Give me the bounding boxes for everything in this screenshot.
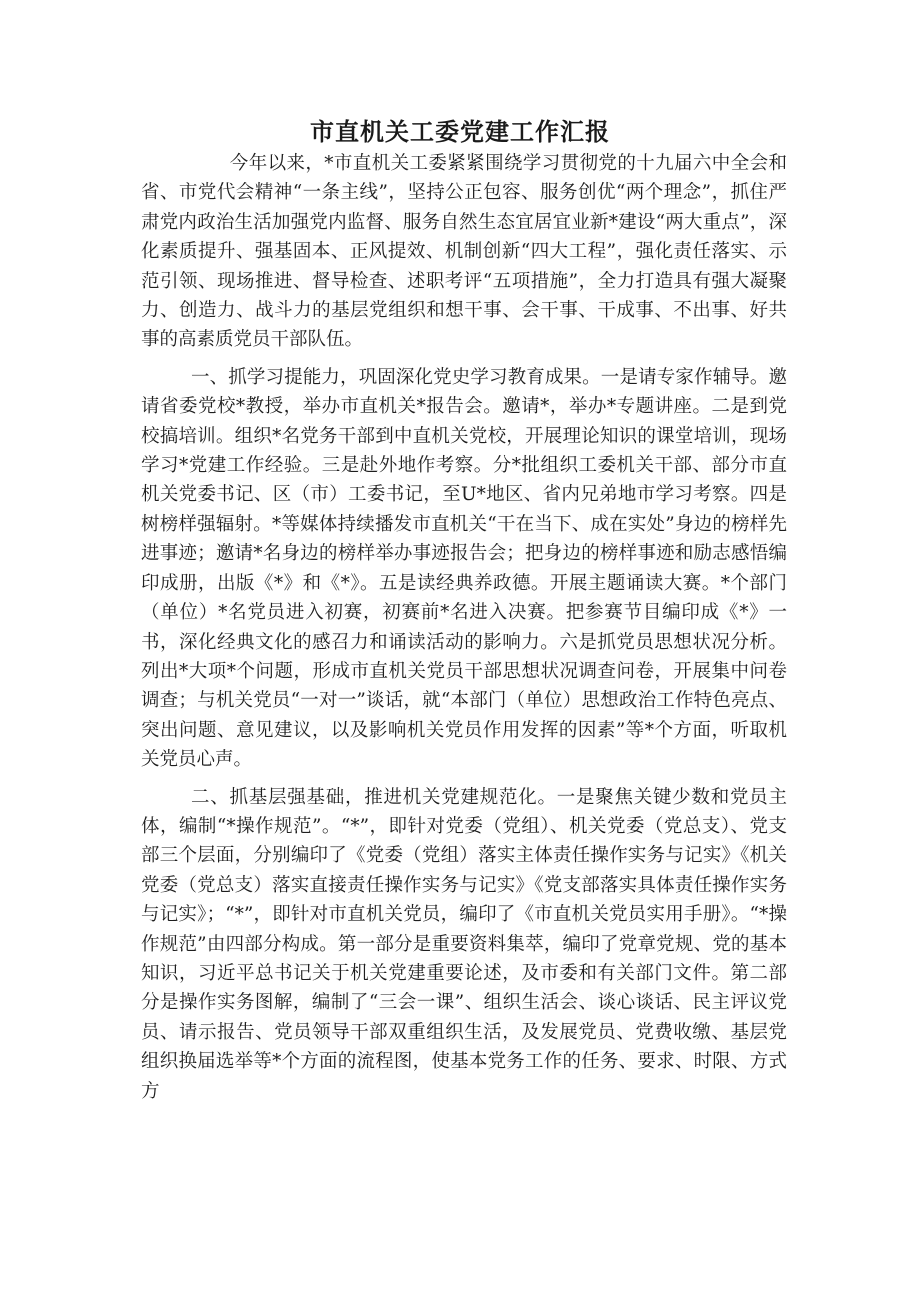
paragraph-section-two: 二、抓基层强基础，推进机关党建规范化。一是聚焦关键少数和党员主体，编制“*操作规范”。“*”，即针对党委（党组）、机关党委（党总支）、党支部三个层面，分别编印了《党委（党组）落实主体责任操作实务与记实》《机关党委（党总支）落实直接责任操作实务与记实》《党支部落实具体责任操作实务与记实》；“*”，即针对市直机关党员，编印了《市直机关党员实用手册》。“*操作规范”由四部分构成。第一部分是重要资料集萃，编印了党章党规、党的基本知识，习近平总书记关于机关党建重要论述，及市委和有关部门文件。第二部分是操作实务图解，编制了“三会一课”、组织生活会、谈心谈话、民主评议党员、请示报告、党员领导干部双重组织生活，及发展党员、党费收缴、基层党组织换届选举等*个方面的流程图，使基本党务工作的任务、要求、时限、方式方 [141, 786, 787, 1102]
paragraph-section-one: 一、抓学习提能力，巩固深化党史学习教育成果。一是请专家作辅导。邀请省委党校*教授，举办市直机关*报告会。邀请*，举办*专题讲座。二是到党校搞培训。组织*名党务干部到中直机关党校，开展理论知识的课堂培训，现场学习*党建工作经验。三是赴外地作考察。分*批组织工委机关干部、部分市直机关党委书记、区（市）工委书记，至U*地区、省内兄弟地市学习考察。四是树榜样强辐射。*等媒体持续播发市直机关“干在当下、成在实处”身边的榜样先进事迹；邀请*名身边的榜样举办事迹报告会；把身边的榜样事迹和励志感悟编印成册，出版《*》和《*》。五是读经典养政德。开展主题诵读大赛。*个部门（单位）*名党员进入初赛，初赛前*名进入决赛。把参赛节目编印成《*》一书，深化经典文化的感召力和诵读活动的影响力。六是抓党员思想状况分析。列出*大项*个问题，形成市直机关党员干部思想状况调查问卷，开展集中问卷调查；与机关党员“一对一”谈话，就“本部门（单位）思想政治工作特色亮点、突出问题、意见建议，以及影响机关党员作用发挥的因素”等*个方面，听取机关党员心声。 [141, 366, 787, 771]
document-title: 市直机关工委党建工作汇报 [310, 118, 610, 146]
document-body [141, 149, 787, 1114]
paragraph-intro: 今年以来，*市直机关工委紧紧围绕学习贯彻党的十九届六中全会和省、市党代会精神“一条主线”，坚持公正包容、服务创优“两个理念”，抓住严肃党内政治生活加强党内监督、服务自然生态宜居宜业新*建设“两大重点”，深化素质提升、强基固本、正风提效、机制创新“四大工程”，强化责任落实、示范引领、现场推进、督导检查、述职考评“五项措施”，全力打造具有强大凝聚力、创造力、战斗力的基层党组织和想干事、会干事、干成事、不出事、好共事的高素质党员干部队伍。 [141, 153, 787, 351]
